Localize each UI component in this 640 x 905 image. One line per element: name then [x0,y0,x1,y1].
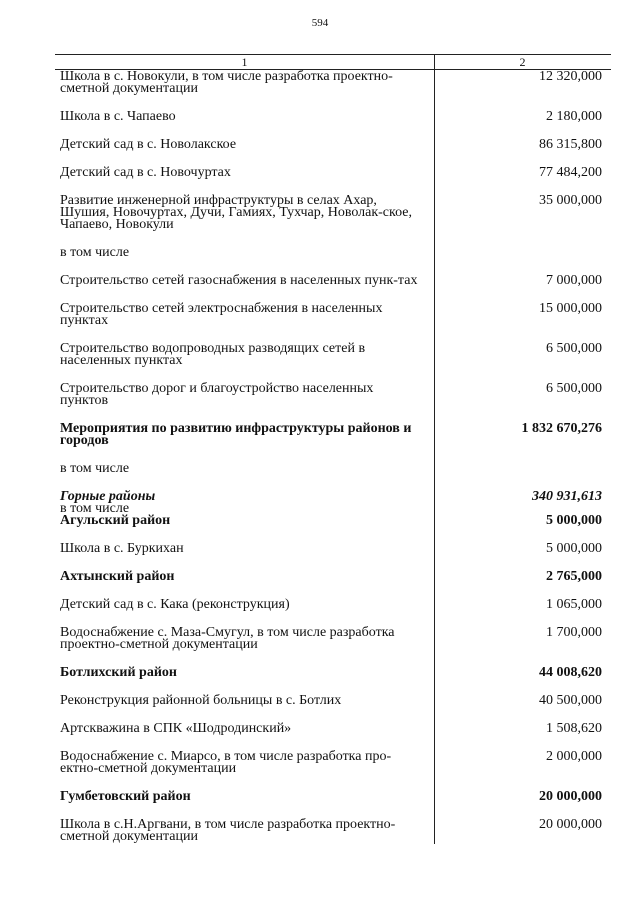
row-value: 7 000,000 [546,273,602,288]
row-label: Артскважина в СПК «Шодродинский» [60,721,292,736]
row-value: 12 320,000 [539,69,602,84]
row-value: 20 000,000 [539,789,602,804]
row-label: Детский сад в с. Кака (реконструкция) [60,597,290,612]
row-label: в том числе [60,461,130,476]
row-label: Гумбетовский район [60,789,191,804]
row-label: Школа в с. Буркихан [60,541,184,556]
page-number: 594 [311,17,329,29]
row-value: 2 180,000 [546,109,602,124]
row-label: Развитие инженерной инфраструктуры в селах Ахар, Шушия, Новочуртах, Дучи, Гамиях, Тухчар, Новолак-ское, Чапаево, Новокули [60,193,412,232]
row-label: в том числе [60,501,130,516]
table-row-district [60,571,612,583]
row-label: Реконструкция районной больницы в с. Ботлих [60,693,342,708]
table-row [60,139,612,151]
row-value: 1 508,620 [546,721,602,736]
row-label: Горные районы [60,489,156,504]
table-row [60,627,612,651]
row-label: Школа в с. Новокули, в том числе разработка проектно-сметной документации [60,69,393,96]
table-row [60,167,612,179]
table-row [60,599,612,611]
row-value: 5 000,000 [546,541,602,556]
row-value: 340 931,613 [532,489,602,504]
row-value: 35 000,000 [539,193,602,208]
table-row [60,303,612,327]
row-value: 1 700,000 [546,625,602,640]
table-row [60,543,612,555]
table-row [60,247,612,259]
table-row [60,463,612,475]
table-row [60,723,612,735]
column-header-1: 1 [241,55,248,69]
column-header-2: 2 [519,55,526,69]
table-row [60,195,612,231]
row-value: 40 500,000 [539,693,602,708]
row-value: 86 315,800 [539,137,602,152]
row-label: Строительство сетей электроснабжения в населенных пунктах [60,301,383,328]
row-value: 6 500,000 [546,381,602,396]
row-label: Строительство водопроводных разводящих сетей в населенных пунктах [60,341,366,368]
row-label: Строительство сетей газоснабжения в населенных пунк-тах [60,273,418,288]
table-header-row [55,54,611,70]
row-label: Детский сад в с. Новолакское [60,137,237,152]
row-label: Школа в с. Чапаево [60,109,176,124]
table-row-district [60,791,612,803]
row-label: Водоснабжение с. Миарсо, в том числе разработка про-ектно-сметной документации [60,749,392,776]
table-row-district [60,667,612,679]
row-value: 77 484,200 [539,165,602,180]
row-value: 2 000,000 [546,749,602,764]
row-label: Детский сад в с. Новочуртах [60,165,231,180]
row-value: 2 765,000 [546,569,602,584]
row-label: Ботлихский район [60,665,177,680]
table-row [60,695,612,707]
table-row [60,275,612,287]
table-row-section [60,423,612,447]
row-label: в том числе [60,245,130,260]
table-row [60,343,612,367]
table-row-district [60,515,612,527]
row-label: Мероприятия по развитию инфраструктуры районов и городов [60,421,412,448]
row-label: Водоснабжение с. Маза-Смугул, в том числе разработка проектно-сметной документации [60,625,395,652]
row-value: 44 008,620 [539,665,602,680]
row-value: 15 000,000 [539,301,602,316]
table-body [60,71,612,859]
row-label: Школа в с.Н.Аргвани, в том числе разработка проектно-сметной документации [60,817,396,844]
row-value: 6 500,000 [546,341,602,356]
row-label: Ахтынский район [60,569,175,584]
row-value: 1 065,000 [546,597,602,612]
row-value: 1 832 670,276 [521,421,602,436]
table-row [60,111,612,123]
table-row [60,751,612,775]
row-value: 5 000,000 [546,513,602,528]
row-label: Строительство дорог и благоустройство населенных пунктов [60,381,374,408]
table-row [60,383,612,407]
table-row-group [60,491,612,503]
row-label: Агульский район [60,513,171,528]
table-row [60,819,612,843]
row-value: 20 000,000 [539,817,602,832]
table-row [60,71,612,95]
